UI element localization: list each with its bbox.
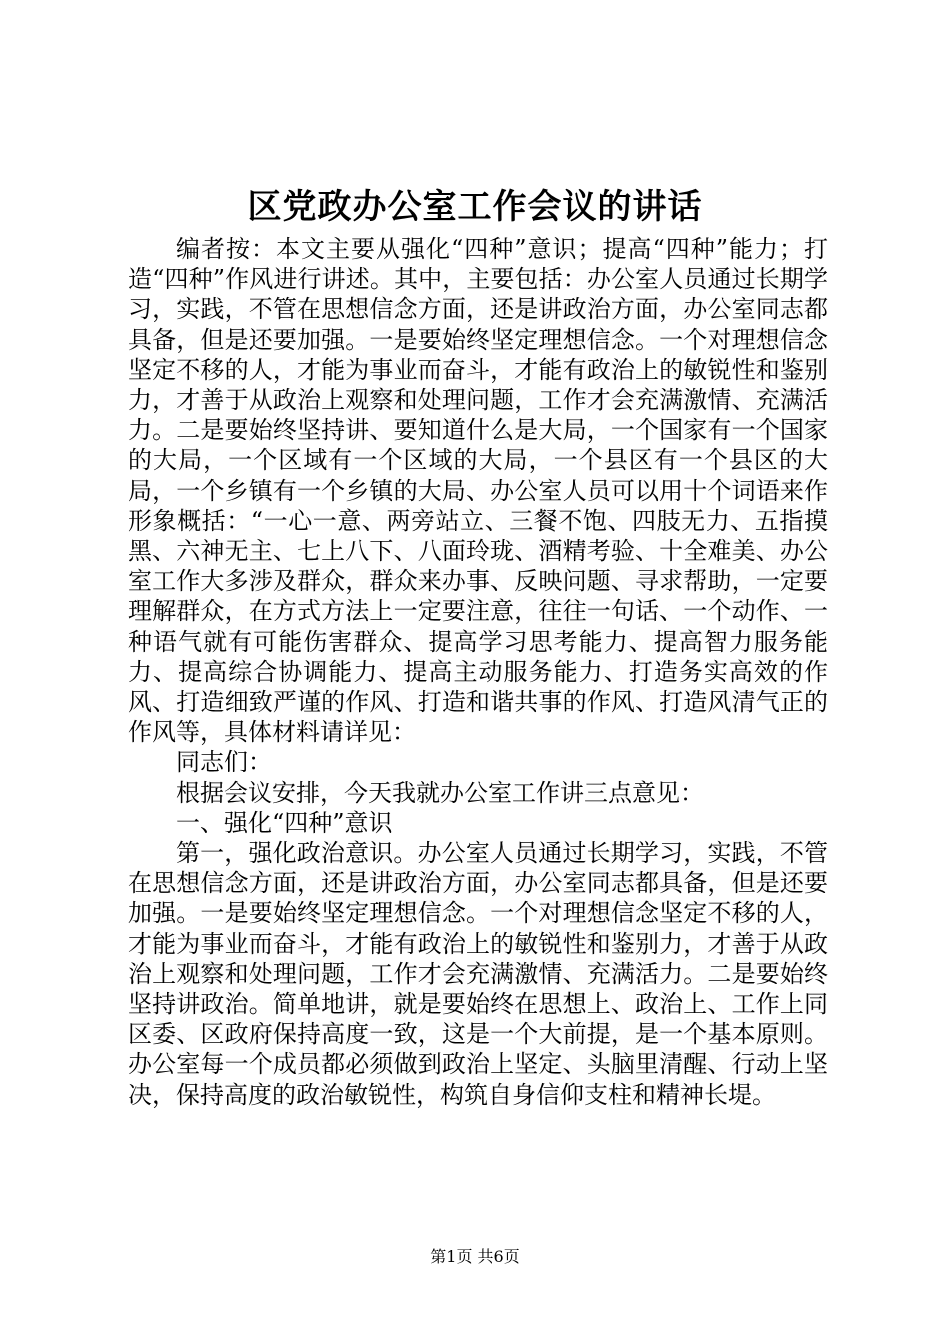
document-title: 区党政办公室工作会议的讲话 xyxy=(247,187,703,227)
editor-note-paragraph: 编者按：本文主要从强化“四种”意识；提高“四种”能力；打造“四种”作风进行讲述。其中，主要包括：办公室人员通过长期学习，实践，不管在思想信念方面，还是讲政治方面，办公室同志都具备，但是还要加强。一是要始终坚定理想信念。一个对理想信念坚定不移的人，才能为事业而奋斗，才能有政治上的敏锐性和鉴别力，才善于从政治上观察和处理问题，工作才会充满激情、充满活力。二是要始终坚持讲、要知道什么是大局，一个国家有一个国家的大局，一个区域有一个区域的大局，一个县区有一个县区的大局，一个乡镇有一个乡镇的大局、办公室人员可以用十个词语来作形象概括：“一心一意、两旁站立、三餐不饱、四肢无力、五指摸黑、六神无主、七上八下、八面玲珑、酒精考验、十全难美、办公室工作大多涉及群众，群众来办事、反映问题、寻求帮助，一定要理解群众，在方式方法上一定要注意，往往一句话、一个动作、一种语气就有可能伤害群众、提高学习思考能力、提高智力服务能力、提高综合协调能力、提高主动服务能力、打造务实高效的作风、打造细致严谨的作风、打造和谐共事的作风、打造风清气正的作风等，具体材料请详见： xyxy=(128,235,828,747)
salutation-paragraph: 同志们： xyxy=(176,748,272,777)
document-body xyxy=(128,234,828,1110)
intro-paragraph: 根据会议安排，今天我就办公室工作讲三点意见： xyxy=(176,778,704,807)
page-number-footer: 第1页 共6页 xyxy=(430,1247,520,1266)
body-paragraph: 第一，强化政治意识。办公室人员通过长期学习，实践，不管在思想信念方面，还是讲政治方面，办公室同志都具备，但是还要加强。一是要始终坚定理想信念。一个对理想信念坚定不移的人，才能为事业而奋斗，才能有政治上的敏锐性和鉴别力，才善于从政治上观察和处理问题，工作才会充满激情、充满活力。二是要始终坚持讲政治。简单地讲，就是要始终在思想上、政治上、工作上同区委、区政府保持高度一致，这是一个大前提，是一个基本原则。办公室每一个成员都必须做到政治上坚定、头脑里清醒、行动上坚决，保持高度的政治敏锐性，构筑自身信仰支柱和精神长堤。 xyxy=(128,839,828,1109)
section-heading: 一、强化“四种”意识 xyxy=(176,808,393,837)
